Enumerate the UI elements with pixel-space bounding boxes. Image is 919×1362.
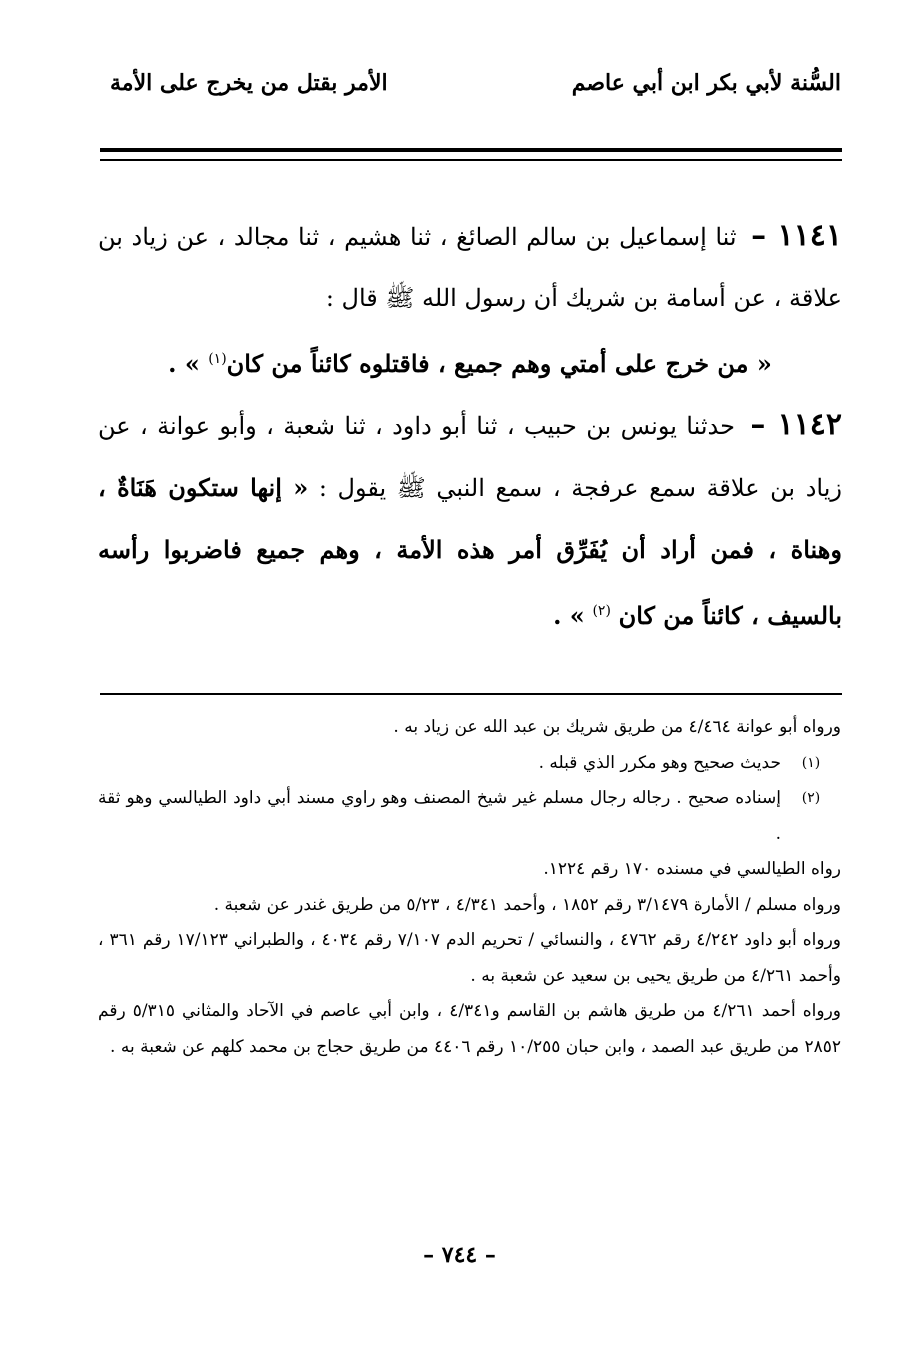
hadith-quote: « إنها ستكون هَنَاةٌ ، وهناة ، فمن أراد أن يُفَرِّق أمر هذه الأمة ، وهم جميع فاضربوا رأسه بالسيف ، كائناً من كان [98, 473, 842, 630]
footnote-marker: (٢) [801, 790, 821, 806]
footnote-ref[interactable]: (١) [208, 351, 227, 367]
hadith-number: ١١٤٢ – [750, 407, 842, 442]
main-text [98, 205, 842, 647]
chapter-title: الأمر بقتل من يخرج على الأمة [110, 70, 388, 96]
hadith-quote: « من خرج على أمتي وهم جميع ، فاقتلوه كائناً من كان [226, 349, 772, 378]
footnote-marker: (١) [801, 754, 821, 771]
page-number: – ٧٤٤ – [423, 1242, 496, 1268]
quote-close: » . [553, 601, 585, 630]
footnote-text: حديث صحيح وهو مكرر الذي قبله . [538, 752, 781, 773]
footnote-paragraph: ورواه أحمد ٤/٢٦١ من طريق هاشم بن القاسم و٤/٣٤١ ، وابن أبي عاصم في الآحاد والمثاني ٥/٣١٥ رقم ٢٨٥٢ من طريق عبد الصمد ، وابن حبان ١٠/٢٥٥ رقم ٤٤٠٦ من طريق حجاج بن محمد كلهم عن شعبة به . [98, 1001, 841, 1057]
footnote-ref[interactable]: (٢) [592, 603, 611, 619]
footnote-rule [100, 693, 842, 695]
hadith-1141 [98, 205, 842, 329]
hadith-isnad: حدثنا يونس بن حبيب ، ثنا أبو داود ، ثنا شعبة ، وأبو عوانة ، عن زياد بن علاقة سمع عرفجة ، سمع النبي ﷺ يقول : [98, 412, 842, 502]
footnote-text: إسناده صحيح . رجاله رجال مسلم غير شيخ المصنف وهو راوي مسند أبي داود الطيالسي وهو ثقة . [98, 788, 781, 844]
footnote-carryover: ورواه أبو عوانة ٤/٤٦٤ من طريق شريك بن عبد الله عن زياد به . [393, 717, 841, 737]
header-rule-thin [100, 159, 842, 161]
footnote-2 [98, 781, 841, 852]
running-header [110, 70, 841, 96]
footnote-paragraph: ورواه مسلم / الأمارة ٣/١٤٧٩ رقم ١٨٥٢ ، وأحمد ٤/٣٤١ ، ٥/٢٣ من طريق غندر عن شعبة . [213, 894, 841, 915]
footnote-1 [98, 746, 841, 782]
quote-close: » . [168, 349, 200, 378]
hadith-number: ١١٤١ – [751, 218, 842, 253]
footnote-paragraph: رواه الطيالسي في مسنده ١٧٠ رقم ١٢٢٤. [543, 859, 841, 879]
hadith-isnad: ثنا إسماعيل بن سالم الصائغ ، ثنا هشيم ، ثنا مجالد ، عن زياد بن علاقة ، عن أسامة بن شريك أن رسول الله ﷺ قال : [98, 223, 842, 312]
header-rule-thick [100, 148, 842, 152]
footnote-paragraph: ورواه أبو داود ٤/٢٤٢ رقم ٤٧٦٢ ، والنسائي / تحريم الدم ٧/١٠٧ رقم ٤٠٣٤ ، والطبراني ١٧/١٢٣ رقم ٣٦١ ، وأحمد ٤/٢٦١ من طريق يحيى بن سعيد عن شعبة به . [98, 930, 842, 986]
footnotes [98, 710, 841, 1065]
hadith-1141-matn [98, 329, 842, 394]
hadith-1142 [98, 394, 842, 647]
book-title: السُّنة لأبي بكر ابن أبي عاصم [571, 70, 841, 96]
